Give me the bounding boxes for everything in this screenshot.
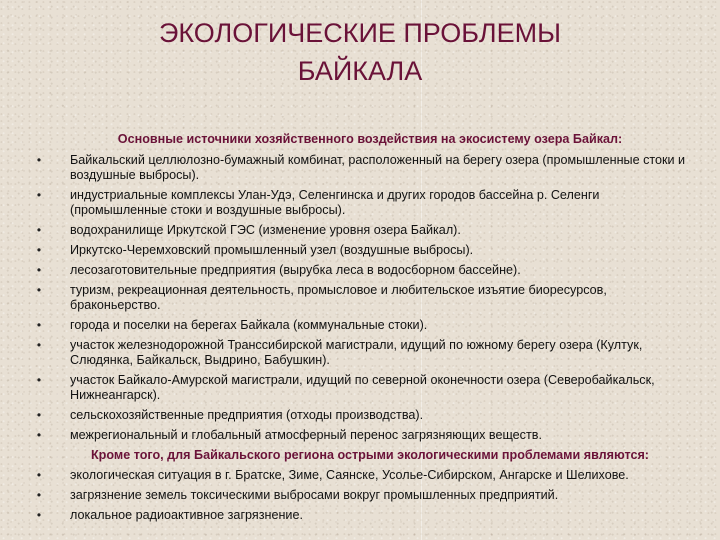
list-item-text: участок Байкало-Амурской магистрали, идущий по северной оконечности озера (Северобайкальск, Нижнеангарск).	[70, 373, 655, 402]
section-1-heading: Основные источники хозяйственного воздействия на экосистему озера Байкал:	[117, 132, 623, 146]
list-item-text: локальное радиоактивное загрязнение.	[70, 508, 303, 522]
bullet-icon: •	[36, 153, 42, 167]
section-2-heading: Кроме того, для Байкальского региона острыми экологическими проблемами являются:	[90, 448, 650, 462]
list-item-text: туризм, рекреационная деятельность, промысловое и любительское изъятие биоресурсов, браконьерство.	[70, 283, 607, 312]
bullet-icon: •	[36, 188, 42, 202]
bullet-icon: •	[36, 428, 42, 442]
list-item	[36, 263, 690, 278]
list-item	[36, 468, 690, 483]
list-item-text: участок железнодорожной Транссибирской магистрали, идущий по южному берегу озера (Култук, Слюдянка, Байкальск, Выдрино, Бабушкин).	[70, 338, 643, 367]
list-item	[36, 428, 690, 443]
list-item-text: водохранилище Иркутской ГЭС (изменение уровня озера Байкал).	[70, 223, 461, 237]
bullet-icon: •	[36, 373, 42, 387]
bullet-icon: •	[36, 508, 42, 522]
title-line-1: ЭКОЛОГИЧЕСКИЕ ПРОБЛЕМЫ	[158, 18, 562, 48]
bullet-icon: •	[36, 283, 42, 297]
list-item	[36, 318, 690, 333]
list-item-text: загрязнение земель токсическими выбросами вокруг промышленных предприятий.	[70, 488, 559, 502]
list-item-text: города и поселки на берегах Байкала (коммунальные стоки).	[70, 318, 428, 332]
bullet-icon: •	[36, 243, 42, 257]
list-item	[36, 283, 690, 313]
bullet-icon: •	[36, 338, 42, 352]
list-item	[36, 373, 690, 403]
section-2-list	[36, 468, 690, 523]
section-1-list	[36, 153, 690, 443]
list-item	[36, 488, 690, 503]
list-item-text: Байкальский целлюлозно-бумажный комбинат, расположенный на берегу озера (промышленные стоки и воздушные выбросы).	[70, 153, 686, 182]
bullet-icon: •	[36, 263, 42, 277]
list-item-text: индустриальные комплексы Улан-Удэ, Селенгинска и других городов бассейна р. Селенги (промышленные стоки и воздушные выбросы).	[70, 188, 600, 217]
bullet-icon: •	[36, 408, 42, 422]
list-item-text: межрегиональный и глобальный атмосферный перенос загрязняющих веществ.	[70, 428, 542, 442]
list-item	[36, 408, 690, 423]
list-item-text: экологическая ситуация в г. Братске, Зиме, Саянске, Усолье-Сибирском, Ангарске и Шелихове.	[70, 468, 629, 482]
list-item	[36, 338, 690, 368]
list-item	[36, 188, 690, 218]
list-item	[36, 223, 690, 238]
list-item-text: лесозаготовительные предприятия (вырубка леса в водосборном бассейне).	[70, 263, 521, 277]
list-item-text: Иркутско-Черемховский промышленный узел (воздушные выбросы).	[70, 243, 474, 257]
list-item	[36, 153, 690, 183]
list-item-text: сельскохозяйственные предприятия (отходы производства).	[70, 408, 424, 422]
list-item	[36, 243, 690, 258]
list-item	[36, 508, 690, 523]
title-line-2: БАЙКАЛА	[297, 56, 423, 86]
slide-title	[0, 14, 720, 90]
bullet-icon: •	[36, 488, 42, 502]
slide-content	[36, 132, 690, 528]
bullet-icon: •	[36, 468, 42, 482]
bullet-icon: •	[36, 318, 42, 332]
bullet-icon: •	[36, 223, 42, 237]
